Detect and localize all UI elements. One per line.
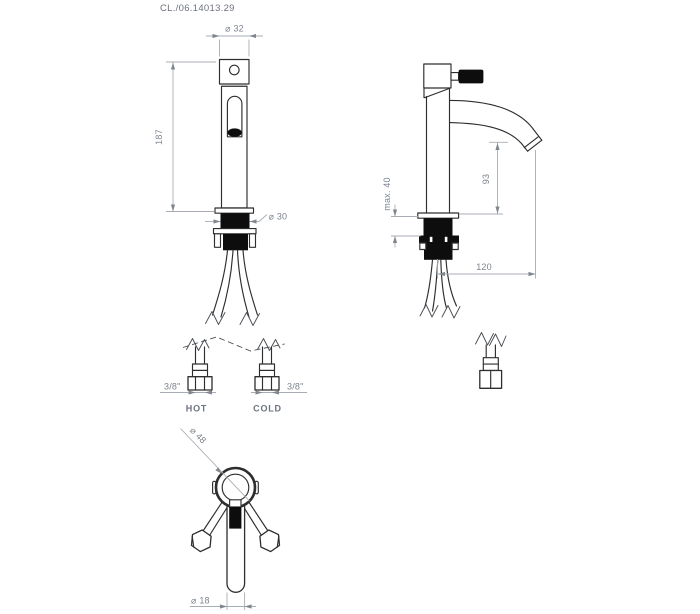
side-dim-spout-height: [459, 142, 508, 214]
dim-text-height: 187: [154, 129, 164, 145]
hose-line: [213, 250, 228, 315]
side-base: [418, 213, 459, 260]
hot-connector: [160, 339, 216, 414]
side-handle-lever: [459, 70, 484, 84]
dim-text-top-diameter: ⌀ 32: [225, 23, 244, 34]
dim-text-base-diameter: ⌀ 30: [268, 211, 288, 222]
front-head: [220, 60, 250, 85]
arrowhead: [205, 390, 212, 394]
connector-ring: [260, 364, 275, 370]
side-nut-tab-right: [452, 243, 458, 250]
connector-nut: [255, 377, 279, 390]
front-view: [154, 24, 287, 326]
dim-text-hot-thread: 3/8": [163, 381, 181, 392]
dim-text-spout-reach: 120: [476, 262, 492, 272]
front-dim-top-diameter: [206, 24, 263, 57]
break-mark: [240, 313, 260, 326]
connector-ring: [193, 370, 208, 376]
arrowhead: [393, 210, 397, 217]
dim-text-max-thickness: max. 40: [382, 177, 392, 211]
arrowhead: [220, 604, 227, 608]
front-threaded-shank: [221, 213, 250, 228]
hose-line: [221, 250, 233, 317]
break-mark: [258, 339, 281, 351]
top-dim-spout-diameter: [190, 593, 256, 611]
side-dim-max-thickness: [382, 177, 421, 247]
hose-connections: [160, 333, 506, 414]
arrowhead: [171, 205, 175, 212]
side-threaded-shank: [424, 218, 453, 235]
front-dim-height: [154, 62, 216, 212]
side-joint-chamfer: [427, 89, 450, 98]
side-view: [382, 64, 542, 318]
top-hex-connector-left: [192, 530, 212, 552]
dim-text-cold-thread: 3/8": [287, 381, 304, 392]
arrowhead: [250, 219, 257, 223]
side-spout-bottom: [450, 123, 528, 152]
dim-text-spout-diameter: ⌀ 18: [191, 595, 210, 606]
side-nut-facet: [445, 237, 448, 242]
hose-line: [203, 502, 223, 532]
hose-line: [210, 506, 229, 536]
arrowhead: [495, 207, 499, 214]
top-handle-lever: [229, 507, 241, 529]
dim-text-spout-height: 93: [481, 173, 491, 185]
connector-ring: [483, 358, 498, 364]
connector-ring: [483, 364, 498, 370]
connector-ring: [260, 370, 275, 376]
hose-line: [425, 260, 433, 308]
side-spout-outlet-rim: [524, 137, 538, 148]
top-handle-stem: [230, 500, 241, 507]
dim-text-body-diameter: ⌀ 48: [187, 425, 209, 446]
side-connector-detail: [476, 333, 507, 389]
faucet-front: [220, 60, 250, 209]
connector-ring: [193, 364, 208, 370]
front-hoses: [206, 250, 260, 325]
side-nut-facet: [430, 237, 433, 242]
top-view: [181, 425, 280, 610]
hose-line: [446, 260, 457, 306]
arrowhead: [171, 63, 175, 70]
arrowhead: [214, 219, 221, 223]
product-code: CL./06.14013.29: [160, 3, 235, 14]
hose-line: [441, 260, 447, 308]
arrowhead: [393, 236, 397, 243]
cold-connector: [251, 339, 307, 414]
front-base: [214, 208, 257, 250]
arrowhead: [245, 604, 252, 608]
arrowhead: [189, 390, 196, 394]
hose-line: [249, 502, 269, 532]
hose-line: [243, 506, 262, 536]
front-nut-tab-left: [215, 234, 221, 248]
cold-label: COLD: [253, 403, 282, 414]
side-mount-block: [424, 243, 453, 260]
side-spout-outlet-face: [528, 140, 542, 151]
front-flange: [215, 208, 254, 213]
front-spout-outlet: [228, 128, 242, 136]
arrowhead: [249, 34, 256, 38]
side-handle-stem: [451, 73, 459, 81]
front-nut-tab-right: [250, 234, 256, 248]
hot-label: HOT: [185, 403, 208, 414]
side-nut-tab-left: [420, 243, 426, 250]
faucet-side: [424, 64, 542, 213]
break-mark: [442, 306, 460, 319]
arrowhead: [256, 390, 263, 394]
side-hoses: [420, 260, 460, 318]
front-nut-plate: [214, 229, 257, 234]
hose-line: [433, 260, 438, 311]
side-head: [424, 64, 451, 88]
arrowhead: [213, 34, 220, 38]
side-nut: [419, 236, 459, 244]
leader-line: [259, 215, 267, 222]
side-spout-top: [450, 100, 542, 140]
connector-nut: [188, 377, 212, 390]
arrowhead: [272, 390, 279, 394]
side-flange: [418, 213, 459, 218]
break-mark: [420, 305, 438, 318]
front-mount-block: [223, 234, 248, 251]
top-hex-connector-right: [260, 530, 280, 552]
arrowhead: [495, 143, 499, 150]
hose-line: [238, 250, 250, 317]
arrowhead: [529, 272, 536, 276]
